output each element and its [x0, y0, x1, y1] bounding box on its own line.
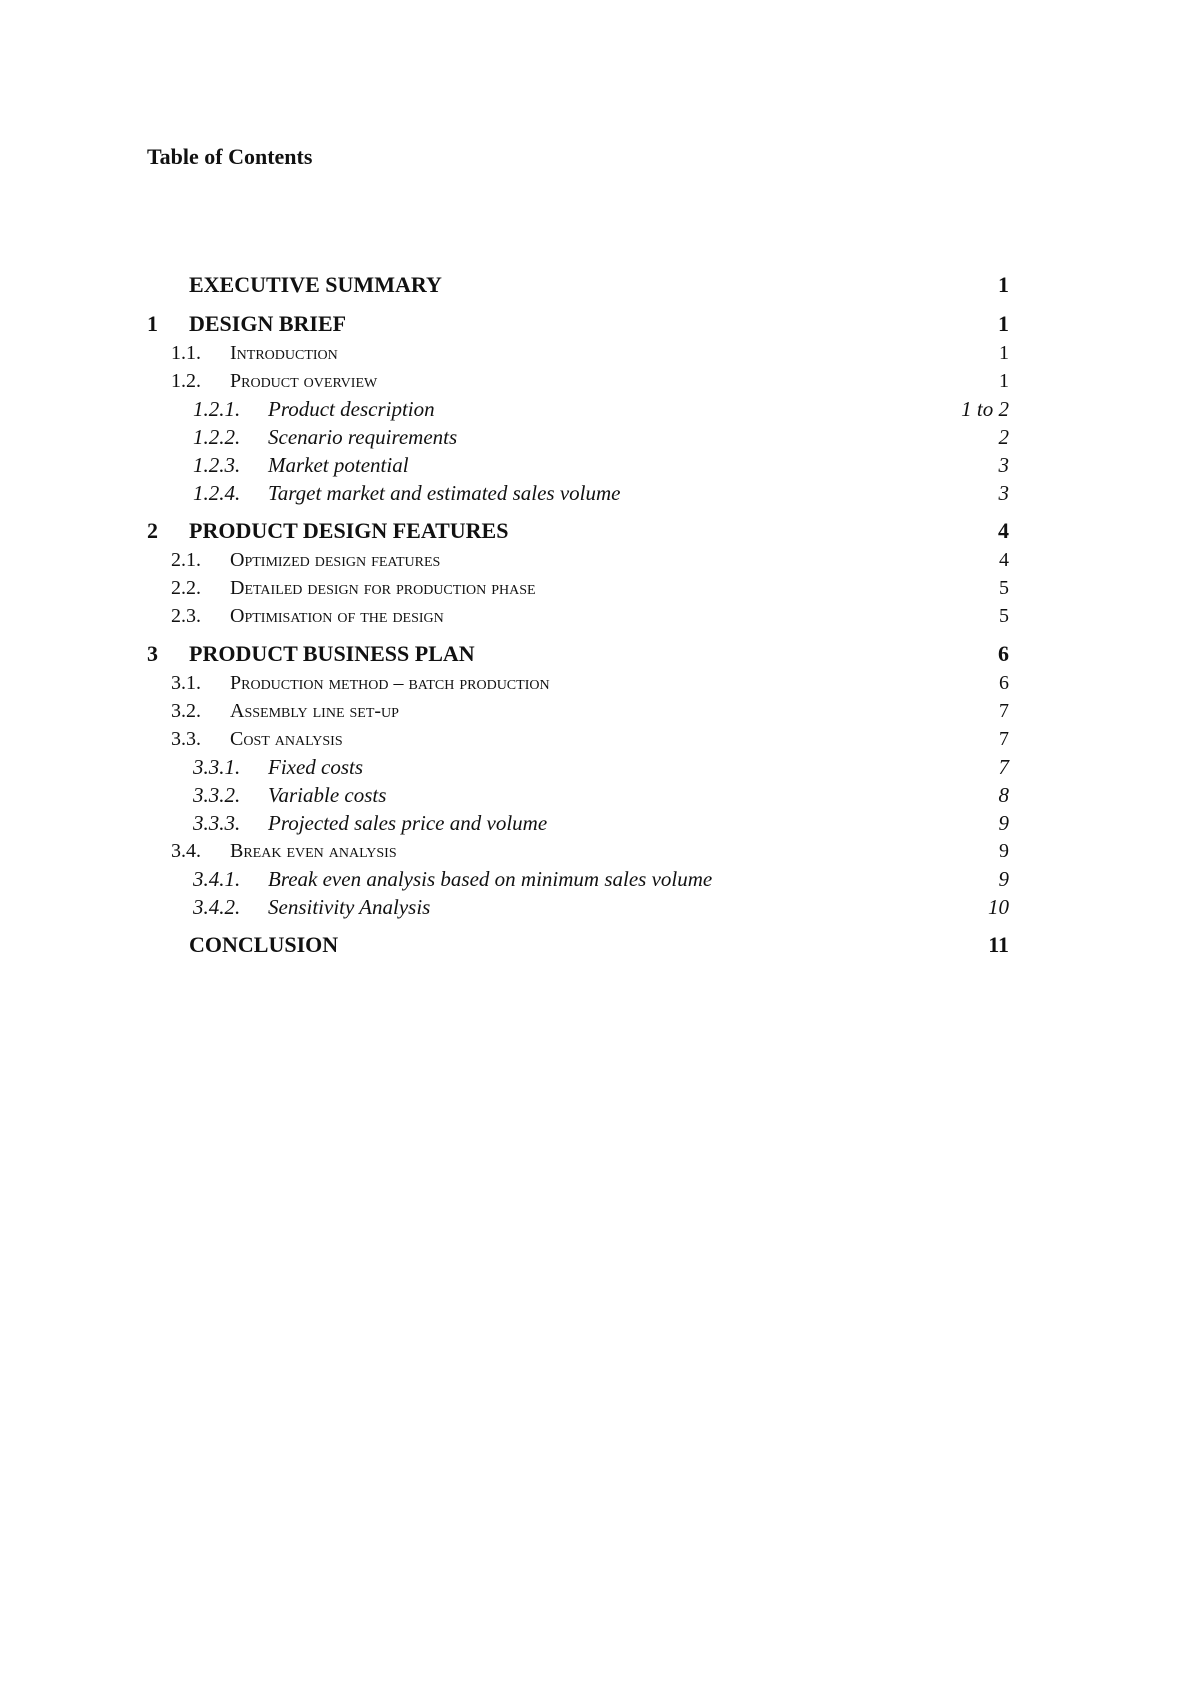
toc-entry-number: 1.2.1.: [193, 397, 241, 421]
toc-entry-level-1[interactable]: [147, 309, 1009, 339]
toc-entry-level-1[interactable]: [147, 639, 1009, 669]
toc-entry-level-3[interactable]: [147, 781, 1009, 809]
toc-entry-number: 3.3.: [171, 728, 201, 750]
toc-entry-title: EXECUTIVE SUMMARY: [189, 272, 442, 297]
toc-entry-title: Detailed design for production phase: [230, 577, 536, 599]
toc-entry-page-number: 1: [999, 342, 1009, 364]
toc-entry-number: 3.2.: [171, 700, 201, 722]
toc-entry-page-number: 5: [999, 577, 1009, 599]
toc-entry-page-number: 6: [999, 672, 1009, 694]
toc-entry-number: 3.4.2.: [193, 895, 241, 919]
toc-entry-level-2[interactable]: [147, 602, 1009, 630]
toc-entry-page-number: 3: [998, 481, 1009, 505]
toc-entry-title: DESIGN BRIEF: [189, 311, 347, 336]
toc-entry-number: 3.3.2.: [193, 783, 241, 807]
toc-entry-page-number: 7: [998, 755, 1009, 779]
toc-entry-level-3[interactable]: [147, 865, 1009, 893]
toc-entry-level-2[interactable]: [147, 339, 1009, 367]
toc-entry-level-2[interactable]: [147, 725, 1009, 753]
toc-entry-level-3[interactable]: [147, 753, 1009, 781]
toc-entry-page-number: 2: [998, 425, 1009, 449]
toc-entry-title: Production method – batch production: [230, 672, 550, 694]
toc-entry-number: 2: [147, 518, 158, 543]
toc-entry-number: 1.2.2.: [193, 425, 241, 449]
toc-entry-number: 3.4.1.: [193, 867, 241, 891]
toc-entry-title: Introduction: [230, 342, 338, 364]
toc-entry-title: Variable costs: [268, 783, 387, 807]
toc-entry-page-number: 3: [998, 453, 1009, 477]
toc-entry-number: 1.2.4.: [193, 481, 241, 505]
toc-entry-page-number: 4: [999, 549, 1009, 571]
toc-entry-page-number: 1: [998, 311, 1009, 336]
toc-entry-level-3[interactable]: [147, 423, 1009, 451]
toc-entry-title: Assembly line set-up: [230, 700, 399, 722]
toc-entry-title: Target market and estimated sales volume: [268, 481, 621, 505]
toc-entry-page-number: 7: [999, 700, 1009, 722]
toc-entry-level-1[interactable]: [147, 270, 1009, 300]
toc-entry-title: Cost analysis: [230, 728, 343, 750]
toc-entry-number: 3: [147, 641, 158, 666]
toc-entry-level-2[interactable]: [147, 669, 1009, 697]
toc-entry-number: 2.2.: [171, 577, 201, 599]
toc-entry-page-number: 1: [998, 272, 1009, 297]
toc-entry-page-number: 1: [999, 370, 1009, 392]
toc-entry-page-number: 6: [998, 641, 1009, 666]
toc-entry-page-number: 11: [988, 932, 1009, 957]
toc-entry-level-1[interactable]: [147, 516, 1009, 546]
toc-entry-number: 2.1.: [171, 549, 201, 571]
toc-entry-title: Break even analysis based on minimum sales volume: [268, 867, 713, 891]
toc-entry-title: Scenario requirements: [268, 425, 458, 449]
toc-entry-title: Market potential: [268, 453, 409, 477]
toc-entry-level-3[interactable]: [147, 809, 1009, 837]
toc-entry-level-2[interactable]: [147, 546, 1009, 574]
toc-entry-title: PRODUCT DESIGN FEATURES: [189, 518, 509, 543]
toc-entry-title: Sensitivity Analysis: [268, 895, 431, 919]
toc-entry-title: Break even analysis: [230, 840, 397, 862]
toc-entry-level-3[interactable]: [147, 479, 1009, 507]
toc-entry-level-2[interactable]: [147, 837, 1009, 865]
toc-entry-page-number: 7: [999, 728, 1009, 750]
toc-entry-page-number: 10: [988, 895, 1009, 919]
toc-entry-title: Optimized design features: [230, 549, 441, 571]
toc-entry-number: 1: [147, 311, 158, 336]
toc-entry-level-2[interactable]: [147, 574, 1009, 602]
toc-entry-number: 2.3.: [171, 605, 201, 627]
toc-entry-page-number: 5: [999, 605, 1009, 627]
toc-entry-level-1[interactable]: [147, 930, 1009, 960]
toc-entry-title: PRODUCT BUSINESS PLAN: [189, 641, 475, 666]
toc-entry-page-number: 9: [998, 867, 1009, 891]
toc-entry-title: Product overview: [230, 370, 378, 392]
toc-entry-title: Fixed costs: [268, 755, 364, 779]
toc-entry-number: 3.1.: [171, 672, 201, 694]
toc-entry-level-2[interactable]: [147, 367, 1009, 395]
toc-entry-title: Product description: [268, 397, 435, 421]
toc-entry-page-number: 1 to 2: [961, 397, 1009, 421]
toc-entry-number: 3.4.: [171, 840, 201, 862]
toc-entry-number: 3.3.1.: [193, 755, 241, 779]
toc-entry-number: 1.2.: [171, 370, 201, 392]
toc-entry-number: 1.2.3.: [193, 453, 241, 477]
table-of-contents: [147, 270, 1009, 960]
toc-entry-page-number: 4: [998, 518, 1009, 543]
toc-entry-number: 1.1.: [171, 342, 201, 364]
toc-entry-level-2[interactable]: [147, 697, 1009, 725]
toc-entry-page-number: 9: [998, 811, 1009, 835]
toc-entry-number: 3.3.3.: [193, 811, 241, 835]
toc-entry-page-number: 8: [998, 783, 1009, 807]
toc-entry-page-number: 9: [999, 840, 1009, 862]
toc-entry-level-3[interactable]: [147, 893, 1009, 921]
toc-entry-level-3[interactable]: [147, 395, 1009, 423]
toc-entry-title: Projected sales price and volume: [268, 811, 548, 835]
page-title: Table of Contents: [147, 144, 313, 169]
toc-entry-title: Optimisation of the design: [230, 605, 444, 627]
toc-entry-title: CONCLUSION: [189, 932, 339, 957]
toc-entry-level-3[interactable]: [147, 451, 1009, 479]
